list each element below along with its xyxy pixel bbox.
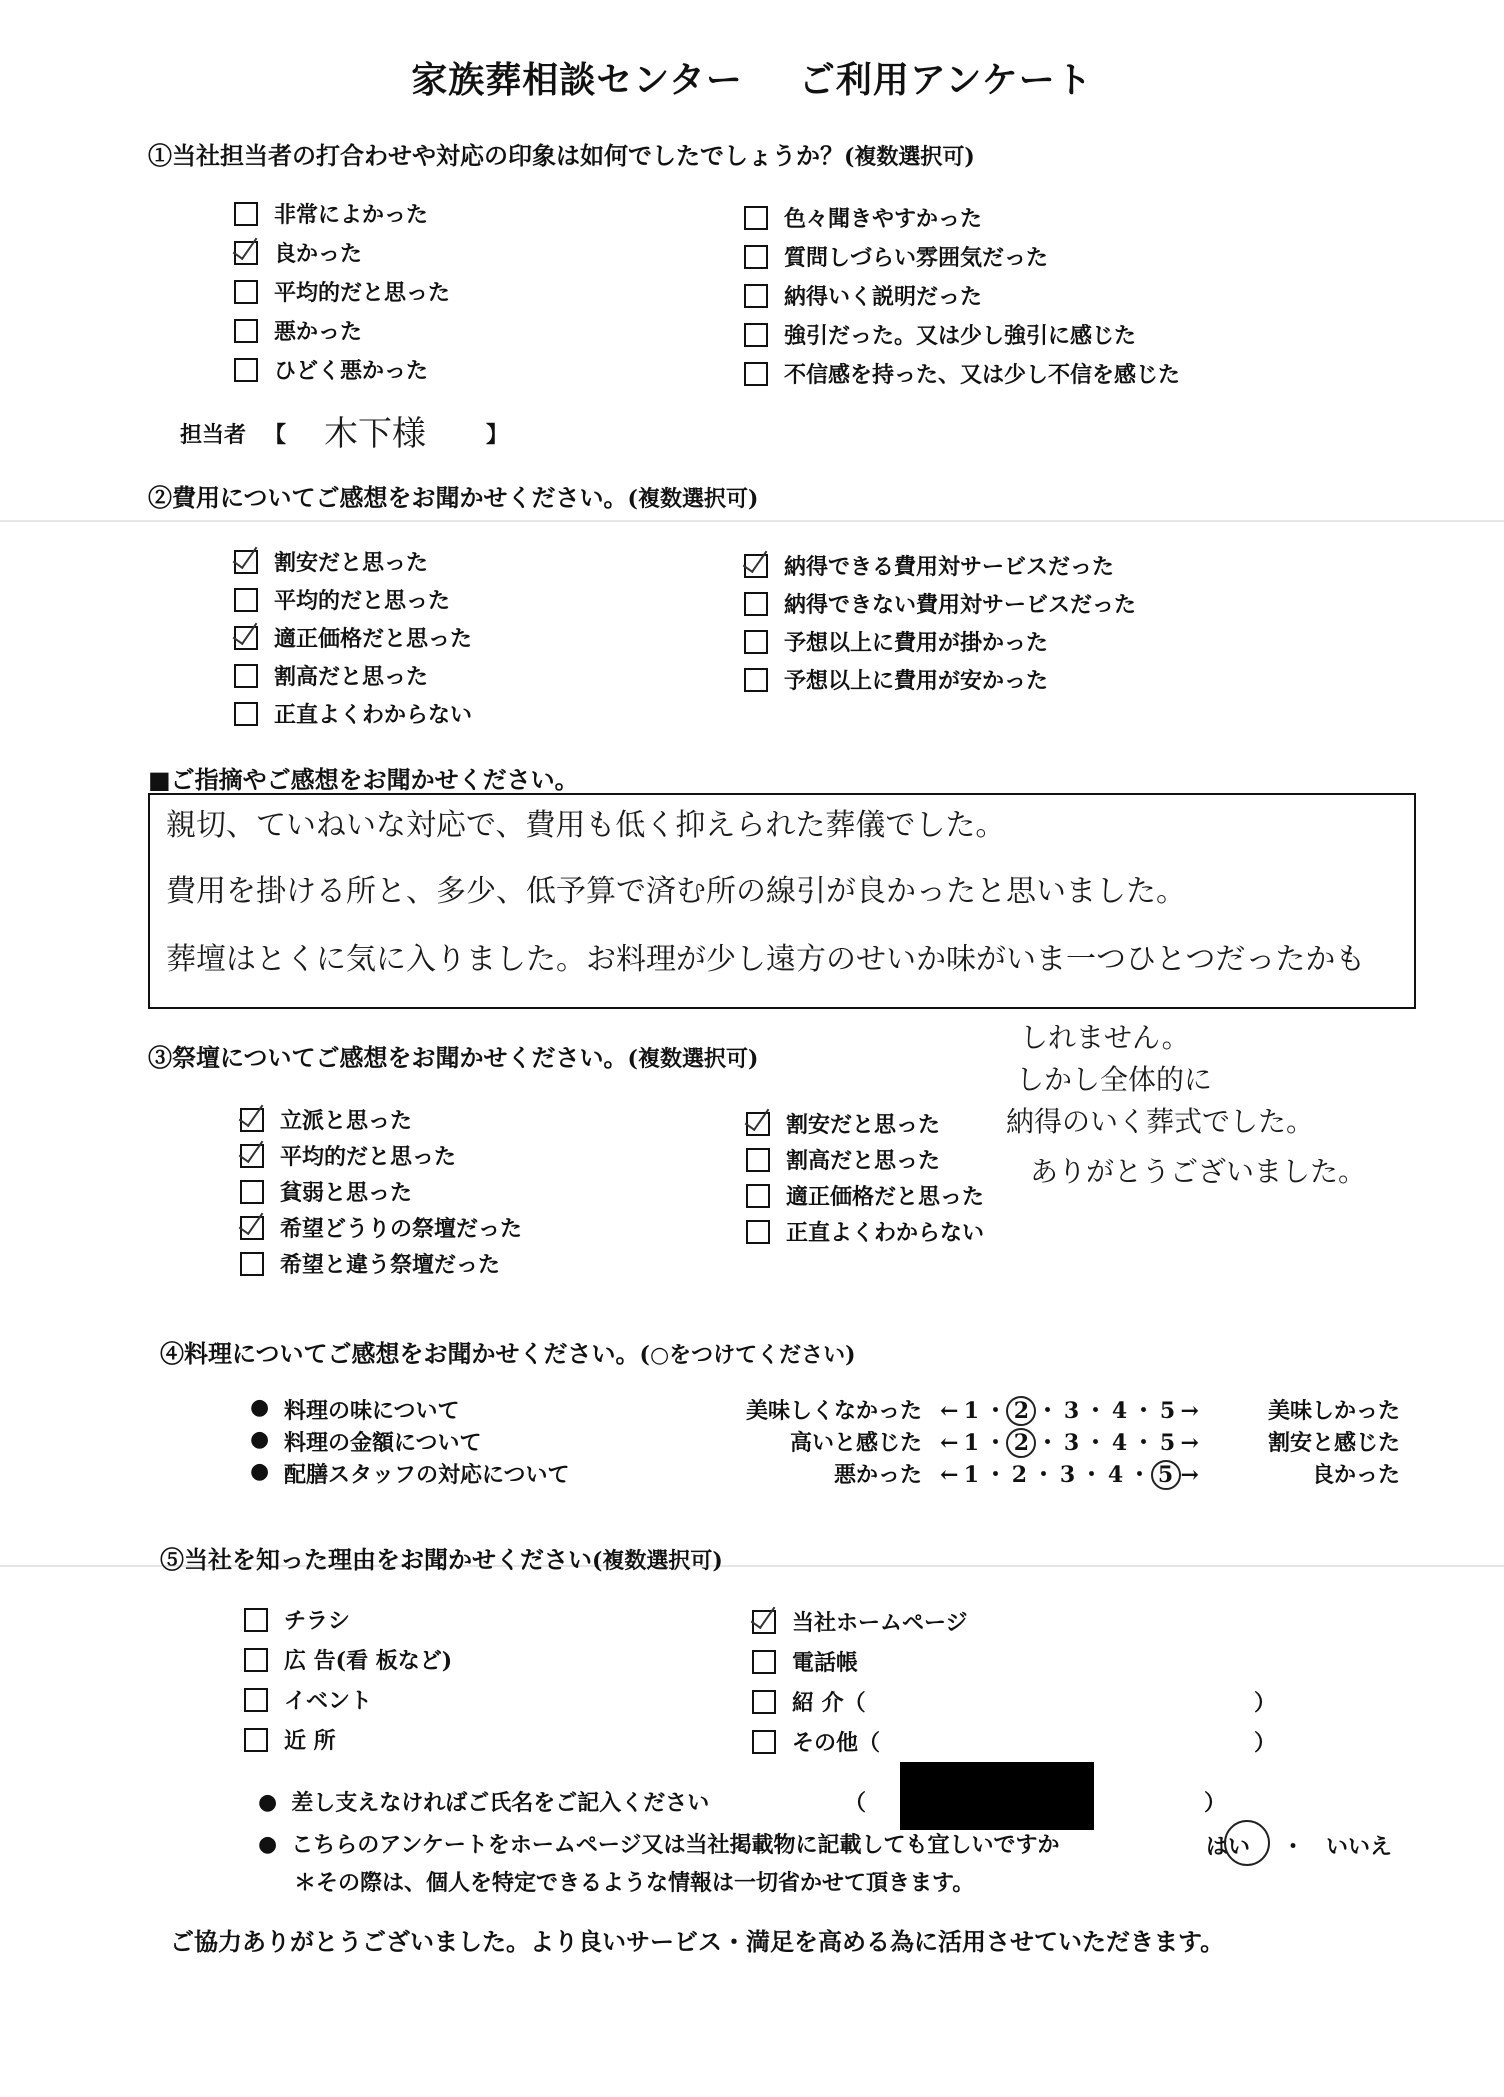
arrow-right-icon: →: [1180, 1398, 1199, 1424]
survey-title: [0, 52, 1504, 103]
q5-option[interactable]: [244, 1724, 336, 1755]
rating-option-selected[interactable]: 5: [1151, 1460, 1181, 1490]
q3-option[interactable]: [240, 1176, 412, 1207]
q2-option-label: 納得できない費用対サービスだった: [784, 592, 1137, 618]
checkbox-checked-icon[interactable]: [752, 1610, 776, 1634]
comments-heading: ■ご指摘やご感想をお聞かせください。: [148, 765, 579, 794]
q5-option[interactable]: [752, 1726, 880, 1757]
rating-label: 料理の金額について: [284, 1430, 482, 1456]
checkbox-icon[interactable]: [244, 1608, 268, 1632]
bullet-icon: ●: [250, 1426, 270, 1452]
q2-option[interactable]: [234, 698, 472, 729]
checkbox-icon[interactable]: [746, 1148, 770, 1172]
name-prompt: 差し支えなければご氏名をご記入ください: [291, 1790, 710, 1816]
scale-separator: ・: [1128, 1462, 1151, 1488]
rating-option[interactable]: 4: [1107, 1462, 1124, 1488]
q3-note: (複数選択可): [627, 1046, 759, 1072]
q4-heading: ④料理についてご感想をお聞かせください。(○をつけてください): [160, 1339, 856, 1368]
arrow-right-icon: →: [1180, 1462, 1199, 1488]
checkbox-checked-icon[interactable]: [746, 1112, 770, 1136]
title-survey: ご利用アンケート: [798, 59, 1093, 101]
checkbox-icon[interactable]: [234, 664, 258, 688]
q1-option-label: 不信感を持った、又は少し不信を感じた: [784, 362, 1181, 388]
q2-option-label: 正直よくわからない: [274, 702, 473, 728]
arrow-left-icon: ←: [940, 1398, 959, 1424]
q3-option[interactable]: [240, 1104, 412, 1135]
rating-option[interactable]: 3: [1063, 1398, 1080, 1424]
staff-row: [180, 418, 286, 449]
q3-option-label: 割高だと思った: [786, 1148, 941, 1174]
q1-option[interactable]: [744, 319, 1136, 350]
scale-separator: ・: [1080, 1462, 1103, 1488]
comment-line-2: 費用を掛ける所と、多少、低予算で済む所の線引が良かったと思いました。: [166, 874, 1186, 909]
q5-option-label: 近 所: [284, 1728, 336, 1754]
q1-option[interactable]: [234, 198, 428, 229]
name-prompt-row: [258, 1786, 709, 1817]
rating-row: [250, 1394, 1400, 1426]
q5-option[interactable]: [752, 1686, 866, 1717]
q1-option[interactable]: [234, 276, 450, 307]
q5-option-label: その他（: [792, 1730, 881, 1756]
q5-option[interactable]: [752, 1606, 968, 1637]
rating-high-label: 割安と感じた: [1267, 1430, 1400, 1456]
scale-separator: ・: [984, 1430, 1007, 1456]
q5-option[interactable]: [244, 1684, 372, 1715]
q2-option[interactable]: [234, 660, 428, 691]
name-close-paren: ）: [1204, 1790, 1227, 1816]
q3-option[interactable]: [240, 1212, 522, 1243]
q3-option-label: 希望どうりの祭壇だった: [280, 1216, 523, 1242]
rating-row: [250, 1458, 1400, 1490]
rating-scale: [940, 1426, 1199, 1458]
q2-option[interactable]: [744, 588, 1136, 619]
footer-thanks: ご協力ありがとうございました。より良いサービス・満足を高める為に活用させていただきます。: [170, 1927, 1225, 1956]
q1-option-label: 非常によかった: [274, 202, 429, 228]
q2-heading: ②費用についてご感想をお聞かせください。(複数選択可): [148, 483, 759, 512]
q1-option[interactable]: [234, 354, 428, 385]
q1-option-label: 質問しづらい雰囲気だった: [784, 245, 1049, 271]
scale-separator: ・: [1084, 1398, 1107, 1424]
scale-separator: ・: [1132, 1398, 1155, 1424]
q2-option-label: 適正価格だと思った: [274, 626, 473, 652]
publish-yes[interactable]: はい: [1206, 1834, 1251, 1860]
checkbox-icon[interactable]: [744, 668, 768, 692]
scale-separator: ・: [1032, 1462, 1055, 1488]
q2-option[interactable]: [744, 664, 1048, 695]
q1-option-label: 納得いく説明だった: [784, 284, 983, 310]
rating-label: 配膳スタッフの対応について: [284, 1462, 570, 1488]
checkbox-icon[interactable]: [234, 358, 258, 382]
q3-option-label: 適正価格だと思った: [786, 1184, 985, 1210]
checkbox-icon[interactable]: [746, 1184, 770, 1208]
q3-option-label: 立派と思った: [280, 1108, 413, 1134]
q2-option-label: 予想以上に費用が掛かった: [784, 630, 1049, 656]
comment-line-4: しれません。: [1020, 1021, 1190, 1054]
rating-option[interactable]: 1: [963, 1462, 980, 1488]
privacy-note: ＊その際は、個人を特定できるような情報は一切省かせて頂きます。: [294, 1870, 975, 1896]
checkbox-icon[interactable]: [244, 1688, 268, 1712]
rating-option[interactable]: 1: [963, 1398, 980, 1424]
checkbox-checked-icon[interactable]: [744, 554, 768, 578]
scale-separator: ・: [1132, 1430, 1155, 1456]
q3-option[interactable]: [240, 1140, 456, 1171]
paper-fold-line: [0, 520, 1504, 522]
checkbox-icon[interactable]: [744, 592, 768, 616]
q1-option-label: 平均的だと思った: [274, 280, 451, 306]
q5-heading: ⑤当社を知った理由をお聞かせください(複数選択可): [160, 1545, 723, 1574]
q5-option[interactable]: [244, 1604, 350, 1635]
yes-circle-mark: [1224, 1820, 1270, 1866]
q2-option[interactable]: [234, 546, 428, 577]
q2-option[interactable]: [234, 622, 472, 653]
q1-option[interactable]: [234, 315, 362, 346]
q1-option-label: ひどく悪かった: [274, 358, 429, 384]
q3-option[interactable]: [746, 1216, 984, 1247]
checkbox-icon[interactable]: [234, 588, 258, 612]
other-close-paren: ）: [1254, 1730, 1277, 1756]
scale-separator: ・: [984, 1398, 1007, 1424]
q3-option-label: 希望と違う祭壇だった: [280, 1252, 501, 1278]
rating-high-label: 良かった: [1311, 1462, 1400, 1488]
checkbox-icon[interactable]: [234, 702, 258, 726]
q1-note: (複数選択可): [844, 144, 975, 170]
checkbox-icon[interactable]: [244, 1648, 268, 1672]
q5-option-label: 当社ホームページ: [792, 1610, 968, 1636]
q1-option-label: 強引だった。又は少し強引に感じた: [784, 323, 1137, 349]
q1-option-label: 良かった: [274, 241, 363, 267]
checkbox-checked-icon[interactable]: [240, 1108, 264, 1132]
checkbox-checked-icon[interactable]: [234, 241, 258, 265]
q1-option[interactable]: [744, 358, 1180, 389]
referral-close-paren: ）: [1254, 1690, 1277, 1716]
bullet-icon: ●: [258, 1788, 278, 1815]
publish-prompt-row: [258, 1828, 1059, 1859]
q1-option-label: 悪かった: [274, 319, 363, 345]
checkbox-icon[interactable]: [744, 284, 768, 308]
checkbox-icon[interactable]: [744, 323, 768, 347]
q5-option-label: チラシ: [284, 1608, 351, 1634]
redacted-name-field: [900, 1762, 1094, 1830]
publish-no[interactable]: いいえ: [1326, 1834, 1393, 1860]
checkbox-icon[interactable]: [746, 1220, 770, 1244]
q3-option[interactable]: [746, 1180, 984, 1211]
q2-option[interactable]: [744, 550, 1114, 581]
checkbox-icon[interactable]: [234, 202, 258, 226]
rating-option[interactable]: 2: [1011, 1462, 1028, 1488]
checkbox-icon[interactable]: [744, 630, 768, 654]
rating-option[interactable]: 4: [1111, 1430, 1128, 1456]
q1-option-label: 色々聞きやすかった: [784, 206, 983, 232]
publish-prompt: こちらのアンケートをホームページ又は当社掲載物に記載しても宜しいですか: [291, 1832, 1060, 1858]
q1-option[interactable]: [744, 202, 982, 233]
checkbox-icon[interactable]: [744, 206, 768, 230]
q5-option-label: 紹 介（: [792, 1690, 866, 1716]
rating-low-label: 高いと感じた: [789, 1430, 922, 1456]
q3-option[interactable]: [746, 1144, 940, 1175]
rating-high-label: 美味しかった: [1267, 1398, 1400, 1424]
staff-bracket-close: 】: [486, 422, 509, 448]
q5-note: (複数選択可): [592, 1548, 723, 1574]
rating-label: 料理の味について: [284, 1398, 460, 1424]
staff-label: 担当者: [180, 422, 247, 448]
q2-option-label: 納得できる費用対サービスだった: [784, 554, 1115, 580]
scale-separator: ・: [984, 1462, 1007, 1488]
rating-option[interactable]: 4: [1111, 1398, 1128, 1424]
q2-option[interactable]: [234, 584, 450, 615]
q2-note: (複数選択可): [627, 486, 759, 512]
bullet-icon: ●: [258, 1830, 278, 1857]
staff-bracket-open: 【: [264, 422, 287, 448]
checkbox-checked-icon[interactable]: [240, 1144, 264, 1168]
rating-option[interactable]: 3: [1059, 1462, 1076, 1488]
rating-option-selected[interactable]: 2: [1006, 1396, 1036, 1426]
q1-option[interactable]: [744, 280, 982, 311]
checkbox-checked-icon[interactable]: [240, 1216, 264, 1240]
q5-option-label: 電話帳: [792, 1650, 859, 1676]
checkbox-icon[interactable]: [244, 1728, 268, 1752]
q3-option-label: 割安だと思った: [786, 1112, 941, 1138]
q3-heading: ③祭壇についてご感想をお聞かせください。(複数選択可): [148, 1043, 759, 1072]
rating-low-label: 悪かった: [833, 1462, 922, 1488]
comment-line-6: 納得のいく葬式でした。: [1006, 1105, 1315, 1138]
q2-option-label: 平均的だと思った: [274, 588, 451, 614]
rating-option-selected[interactable]: 2: [1006, 1428, 1036, 1458]
q2-option[interactable]: [744, 626, 1048, 657]
comment-line-5: しかし全体的に: [1016, 1063, 1213, 1096]
title-company: 家族葬相談センター: [411, 59, 743, 101]
rating-row: [250, 1426, 1400, 1458]
checkbox-icon[interactable]: [234, 280, 258, 304]
checkbox-icon[interactable]: [234, 319, 258, 343]
q3-option[interactable]: [746, 1108, 940, 1139]
checkbox-icon[interactable]: [752, 1690, 776, 1714]
arrow-left-icon: ←: [940, 1462, 959, 1488]
arrow-left-icon: ←: [940, 1430, 959, 1456]
staff-name-handwritten: 木下様: [324, 414, 426, 454]
q2-option-label: 割安だと思った: [274, 550, 429, 576]
q2-option-label: 割高だと思った: [274, 664, 429, 690]
publish-dot: ・: [1282, 1834, 1305, 1860]
arrow-right-icon: →: [1180, 1430, 1199, 1456]
q3-option-label: 正直よくわからない: [786, 1220, 985, 1246]
rating-scale: [940, 1394, 1199, 1426]
q1-option[interactable]: [234, 237, 362, 268]
q1-heading: ①当社担当者の打合わせや対応の印象は如何でしたでしょうか？(複数選択可): [148, 141, 975, 170]
bullet-icon: ●: [250, 1394, 270, 1420]
scale-separator: ・: [1036, 1398, 1059, 1424]
scale-separator: ・: [1036, 1430, 1059, 1456]
comment-line-3: 葬壇はとくに気に入りました。お料理が少し遠方のせいか味がいま一つひとつだったかも: [166, 942, 1366, 977]
bullet-icon: ●: [250, 1458, 270, 1484]
rating-option[interactable]: 5: [1159, 1430, 1176, 1456]
checkbox-icon[interactable]: [752, 1730, 776, 1754]
q1-option[interactable]: [744, 241, 1048, 272]
rating-option[interactable]: 3: [1063, 1430, 1080, 1456]
q4-note: (○をつけてください): [639, 1342, 856, 1368]
name-open-paren: （: [844, 1790, 867, 1816]
q5-option[interactable]: [244, 1644, 452, 1675]
checkbox-icon[interactable]: [240, 1180, 264, 1204]
checkbox-checked-icon[interactable]: [234, 550, 258, 574]
rating-option[interactable]: 1: [963, 1430, 980, 1456]
q3-option[interactable]: [240, 1248, 500, 1279]
q5-option-label: イベント: [284, 1688, 373, 1714]
checkbox-checked-icon[interactable]: [234, 626, 258, 650]
scale-separator: ・: [1084, 1430, 1107, 1456]
rating-option[interactable]: 5: [1159, 1398, 1176, 1424]
rating-scale: [940, 1458, 1199, 1490]
checkbox-icon[interactable]: [752, 1650, 776, 1674]
q5-option[interactable]: [752, 1646, 858, 1677]
q2-option-label: 予想以上に費用が安かった: [784, 668, 1049, 694]
comment-line-1: 親切、ていねいな対応で、費用も低く抑えられた葬儀でした。: [166, 808, 1006, 843]
q3-option-label: 平均的だと思った: [280, 1144, 457, 1170]
q5-option-label: 広 告(看 板など): [284, 1648, 453, 1674]
comment-line-7: ありがとうございました。: [1030, 1155, 1367, 1188]
rating-low-label: 美味しくなかった: [745, 1398, 922, 1424]
checkbox-icon[interactable]: [240, 1252, 264, 1276]
checkbox-icon[interactable]: [744, 362, 768, 386]
checkbox-icon[interactable]: [744, 245, 768, 269]
q3-option-label: 貧弱と思った: [280, 1180, 413, 1206]
